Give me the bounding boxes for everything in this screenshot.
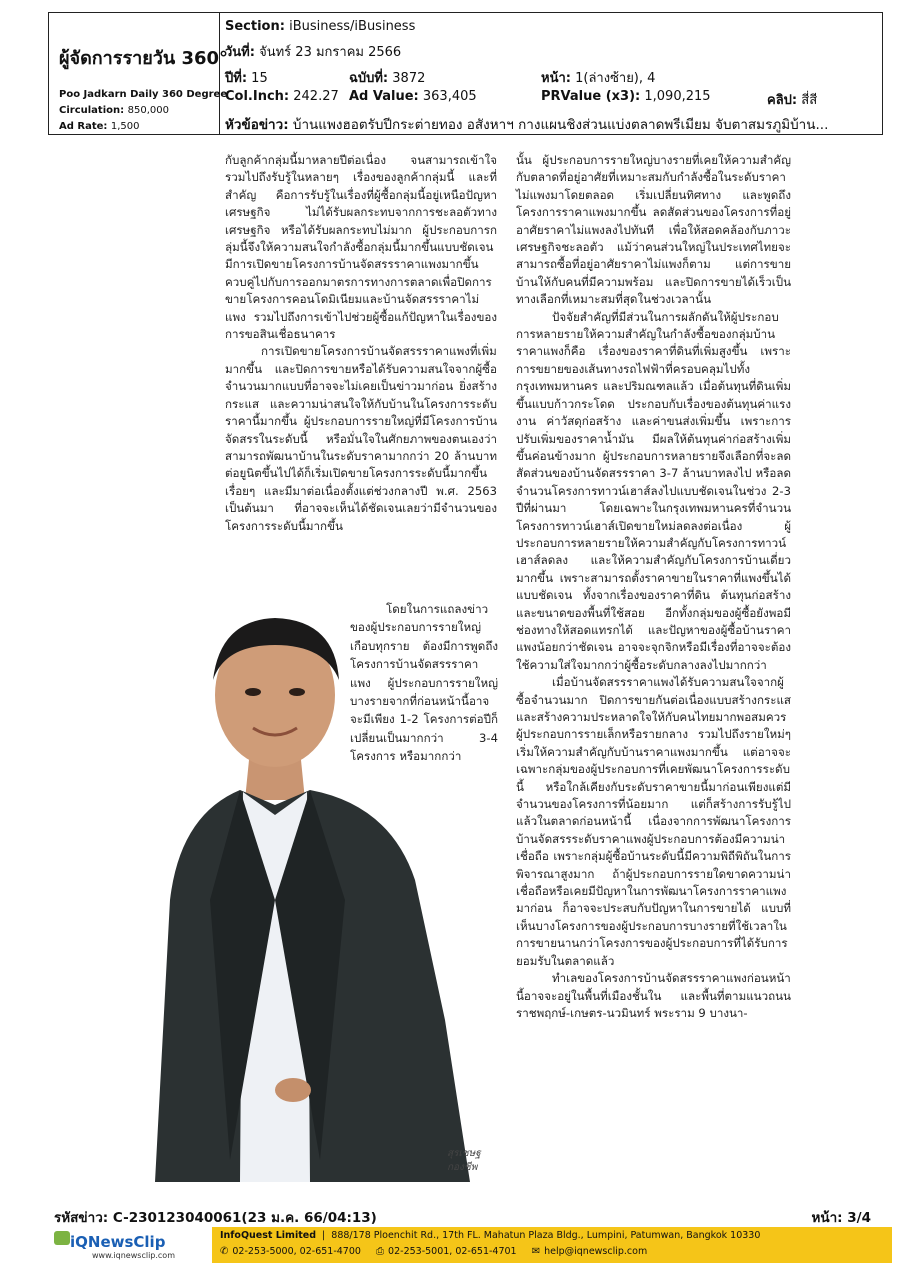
ad-rate: Ad Rate: 1,500 bbox=[59, 121, 140, 132]
footer-page: หน้า: 3/4 bbox=[811, 1210, 871, 1226]
publication-name: ผู้จัดการรายวัน 360° bbox=[59, 48, 229, 69]
email-icon: ✉ bbox=[531, 1246, 541, 1257]
advalue-cell: Ad Value: 363,405 bbox=[349, 89, 477, 104]
paragraph: ทำเลของโครงการบ้านจัดสรรราคาแพงก่อนหน้านี้อาจจะอยู่ในพื้นที่เมืองชั้นใน และพื้นที่ตามแนวถนนราชพฤกษ์-เกษตร-นวมินทร์ พระราม 9 บางนา- bbox=[516, 971, 791, 1020]
publication-block bbox=[49, 13, 229, 134]
article-column-1-wrap bbox=[350, 600, 498, 766]
date-row: วันที่: จันทร์ 23 มกราคม 2566 bbox=[225, 45, 402, 60]
paragraph: เมื่อบ้านจัดสรรราคาแพงได้รับความสนใจจากผู้ซื้อจำนวนมาก ปิดการขายกันต่อเนื่องแบบสร้างกระแส และสร้างความประหลาดใจให้กับคนไทยมากพอสมควร ผู้ประกอบการรายเล็กหรือรายกลาง รวมไปถึงรายใหม่ๆ เริ่มให้ความสำคัญกับบ้านราคาแพงมากขึ้น แต่อาจจะเฉพาะกลุ่มของผู้ประกอบการที่เคยพัฒนาโครงการระดับนี้ หรือใกล้เคียงกับระดับราคาขายนี้มาก่อนเพียงแต่มีจำนวนของโครงการที่น้อยมาก แต่ก็สร้างการรับรู้ไปแล้วในตลาดก่อนหน้านี้ เนื่องจากการพัฒนาโครงการบ้านจัดสรรระดับราคาแพงผู้ประกอบการต้องมีความน่าเชื่อถือ เพราะกลุ่มผู้ซื้อบ้านระดับนี้มีความพิถีพิถันในการพิจารณาสูงมาก ถ้าผู้ประกอบการรายใดขาดความน่าเชื่อถือหรือเคยมีปัญหาในการพัฒนาโครงการราคาแพงมาก่อน ก็อาจจะประสบกับปัญหาในการขายได้ แบบที่เห็นบางโครงการของผู้ประกอบการบางรายที่ใช้เวลาในการขายนานกว่าโครงการของผู้ประกอบการที่ได้รับการยอมรับในตลาดแล้ว bbox=[516, 675, 791, 968]
section-row: Section: iBusiness/iBusiness bbox=[225, 19, 416, 34]
iqnewsclip-logo-icon bbox=[54, 1231, 70, 1245]
photo-caption bbox=[447, 1147, 481, 1175]
circulation: Circulation: 850,000 bbox=[59, 105, 169, 116]
caption-name: สุรเชษฐ bbox=[447, 1148, 481, 1159]
clip-cell: คลิป: สี่สี bbox=[767, 93, 818, 108]
prvalue-cell: PRValue (x3): 1,090,215 bbox=[541, 89, 711, 104]
issue-cell: ฉบับที่: 3872 bbox=[349, 71, 426, 86]
contact-box bbox=[212, 1227, 892, 1263]
company-address: InfoQuest Limited | 888/178 Ploenchit Rd., 17th FL. Mahatun Plaza Bldg., Lumpini, Patumwan, Bangkok 10330 bbox=[220, 1230, 761, 1241]
paragraph: กับลูกค้ากลุ่มนี้มาหลายปีต่อเนื่อง จนสามารถเข้าใจ รวมไปถึงรับรู้ในหลายๆ เรื่องของลูกค้ากลุ่มนี้ และที่สำคัญ คือการรับรู้ในเรื่องที่ผู้ซื้อกลุ่มนี้อยู่เหนือปัญหาเศรษฐกิจ ไม่ได้รับผลกระทบจากการชะลอตัวทางเศรษฐกิจ หรือได้รับผลกระทบไม่มาก ผู้ประกอบการกลุ่มนี้จึงให้ความสนใจกำลังซื้อกลุ่มนี้มากขึ้นแบบชัดเจน มีการเปิดขายโครงการบ้านจัดสรรราคาแพงมากขึ้นควบคู่ไปกับการออกมาตรการทางการตลาดเพื่อปิดการขายโครงการคอนโดมิเนียมและบ้านจัดสรรราคาไม่แพง รวมไปถึงการเข้าไปช่วยผู้ซื้อแก้ปัญหาในเรื่องของการขอสินเชื่อธนาคาร bbox=[225, 153, 497, 342]
fax-icon: ⎙ bbox=[376, 1246, 385, 1257]
clipping-header bbox=[48, 12, 883, 135]
colinch-cell: Col.Inch: 242.27 bbox=[225, 89, 339, 104]
headline-row: หัวข้อข่าว: บ้านแพงฮอตรับปีกระต่ายทอง อสังหาฯ กางแผนชิงส่วนแบ่งตลาดพรีเมียม จับตาสมรภูมิบ้าน... bbox=[225, 117, 829, 133]
footer-bar bbox=[52, 1227, 892, 1263]
logo-url: www.iqnewsclip.com bbox=[92, 1251, 175, 1260]
article-column-1 bbox=[225, 152, 497, 535]
headline: บ้านแพงฮอตรับปีกระต่ายทอง อสังหาฯ กางแผนชิงส่วนแบ่งตลาดพรีเมียม จับตาสมรภูมิบ้าน... bbox=[292, 117, 829, 133]
contact-line: ✆ 02-253-5000, 02-651-4700 ⎙ 02-253-5001, 02-651-4701 ✉ help@iqnewsclip.com bbox=[220, 1246, 648, 1257]
news-id: รหัสข่าว: C-230123040061(23 ม.ค. 66/04:13) bbox=[54, 1210, 377, 1226]
publication-en-name: Poo Jadkarn Daily 360 Degree bbox=[59, 89, 228, 100]
paragraph: โดยในการแถลงข่าวของผู้ประกอบการรายใหญ่เกือบทุกราย ต้องมีการพูดถึงโครงการบ้านจัดสรรราคาแพง ผู้ประกอบการรายใหญ่บางรายจากที่ก่อนหน้านี้อาจจะมีเพียง 1-2 โครงการต่อปีก็เปลี่ยนเป็นมากกว่า 3-4 โครงการ หรือมากกว่า bbox=[350, 602, 498, 764]
iqnewsclip-logo: iQNewsClip bbox=[70, 1233, 166, 1251]
article-column-2 bbox=[516, 152, 791, 1022]
phone-icon: ✆ bbox=[220, 1246, 229, 1257]
paragraph: การเปิดขายโครงการบ้านจัดสรรราคาแพงที่เพิ่มมากขึ้น และปิดการขายหรือได้รับความสนใจจากผู้ซื้อจำนวนมากแบบที่อาจจะไม่เคยเป็นข่าวมาก่อน ยิ่งสร้างกระแส และความน่าสนใจให้กับบ้านในโครงการระดับราคานี้มากขึ้น ผู้ประกอบการรายใหญ่ที่มีโครงการบ้านจัดสรรในระดับนี้ หรือมั่นใจในศักยภาพของตนเองว่าสามารถพัฒนาบ้านในระดับราคามากกว่า 20 ล้านบาทต่อยูนิตขึ้นไปได้ก็เริ่มเปิดขายโครงการระดับนี้มากขึ้นเรื่อยๆ และมีมาต่อเนื่องตั้งแต่ช่วงกลางปี พ.ศ. 2563 เป็นต้นมา ที่อาจจะเห็นได้ชัดเจนเลยว่ามีจำนวนของโครงการระดับนี้มากขึ้น bbox=[225, 344, 497, 533]
paragraph: นั้น ผู้ประกอบการรายใหญ่บางรายที่เคยให้ความสำคัญกับตลาดที่อยู่อาศัยที่เหมาะสมกับกำลังซื้อในระดับราคาไม่แพงมาโดยตลอด เริ่มเปลี่ยนทิศทาง และพูดถึงโครงการราคาแพงมากขึ้น ลดสัดส่วนของโครงการที่อยู่อาศัยราคาไม่แพงลงไปทันที เพื่อให้สอดคล้องกับภาวะเศรษฐกิจชะลอตัว แม้ว่าคนส่วนใหญ่ในประเทศไทยจะสามารถซื้อที่อยู่อาศัยราคาไม่แพงก็ตาม แต่การขายบ้านให้กับคนที่มีความพร้อม และปิดการขายได้เร็วเป็นทางเลือกที่เหมาะสมที่สุดในช่วงเวลานั้น bbox=[516, 153, 791, 307]
year-cell: ปีที่: 15 bbox=[225, 71, 268, 86]
caption-surname: กองชีพ bbox=[447, 1162, 478, 1173]
page-cell: หน้า: 1(ล่างซ้าย), 4 bbox=[541, 71, 656, 86]
paragraph: ปัจจัยสำคัญที่มีส่วนในการผลักดันให้ผู้ประกอบการหลายรายให้ความสำคัญในกำลังซื้อของกลุ่มบ้านราคาแพงก็คือ เรื่องของราคาที่ดินที่เพิ่มสูงขึ้น เพราะการขยายของเส้นทางรถไฟฟ้าที่ครอบคลุมไปทั้งกรุงเทพมหานคร และปริมณฑลแล้ว เมื่อต้นทุนที่ดินเพิ่มขึ้นแบบก้าวกระโดด ประกอบกับเรื่องของต้นทุนค่าแรงงาน ค่าวัสดุก่อสร้าง และค่าขนส่งเพิ่มขึ้น เพราะการปรับเพิ่มของราคาน้ำมัน มีผลให้ต้นทุนค่าก่อสร้างเพิ่มขึ้นค่อนข้างมาก ผู้ประกอบการหลายรายจึงเลือกที่จะลดสัดส่วนของบ้านจัดสรรราคา 3-7 ล้านบาทลงไป หรือลดจำนวนโครงการทาวน์เฮาส์ลงไปแบบชัดเจนในช่วง 2-3 ปีที่ผ่านมา โดยเฉพาะในกรุงเทพมหานครที่จำนวนโครงการทาวน์เฮาส์เปิดขายใหม่ลดลงต่อเนื่อง ผู้ประกอบการหลายรายให้ความสำคัญกับโครงการทาวน์เฮาส์ลดลง และให้ความสำคัญกับโครงการบ้านเดี่ยวมากขึ้น เพราะสามารถตั้งราคาขายในราคาที่แพงขึ้นได้แบบชัดเจน ทั้งจากเรื่องของราคาที่ดิน ต้นทุนก่อสร้าง และขนาดของพื้นที่ใช้สอย อีกทั้งกลุ่มของผู้ซื้อยังพอมีช่องทางให้สอดแทรกได้ และปัญหาของผู้ซื้อบ้านราคาแพงน้อยกว่าชัดเจน อาจจะจุกจิกหรือมีเรื่องที่อาจจะต้องใช้ความใส่ใจมากกว่าผู้ซื้อระดับกลางลงไปมากกว่า bbox=[516, 309, 791, 672]
